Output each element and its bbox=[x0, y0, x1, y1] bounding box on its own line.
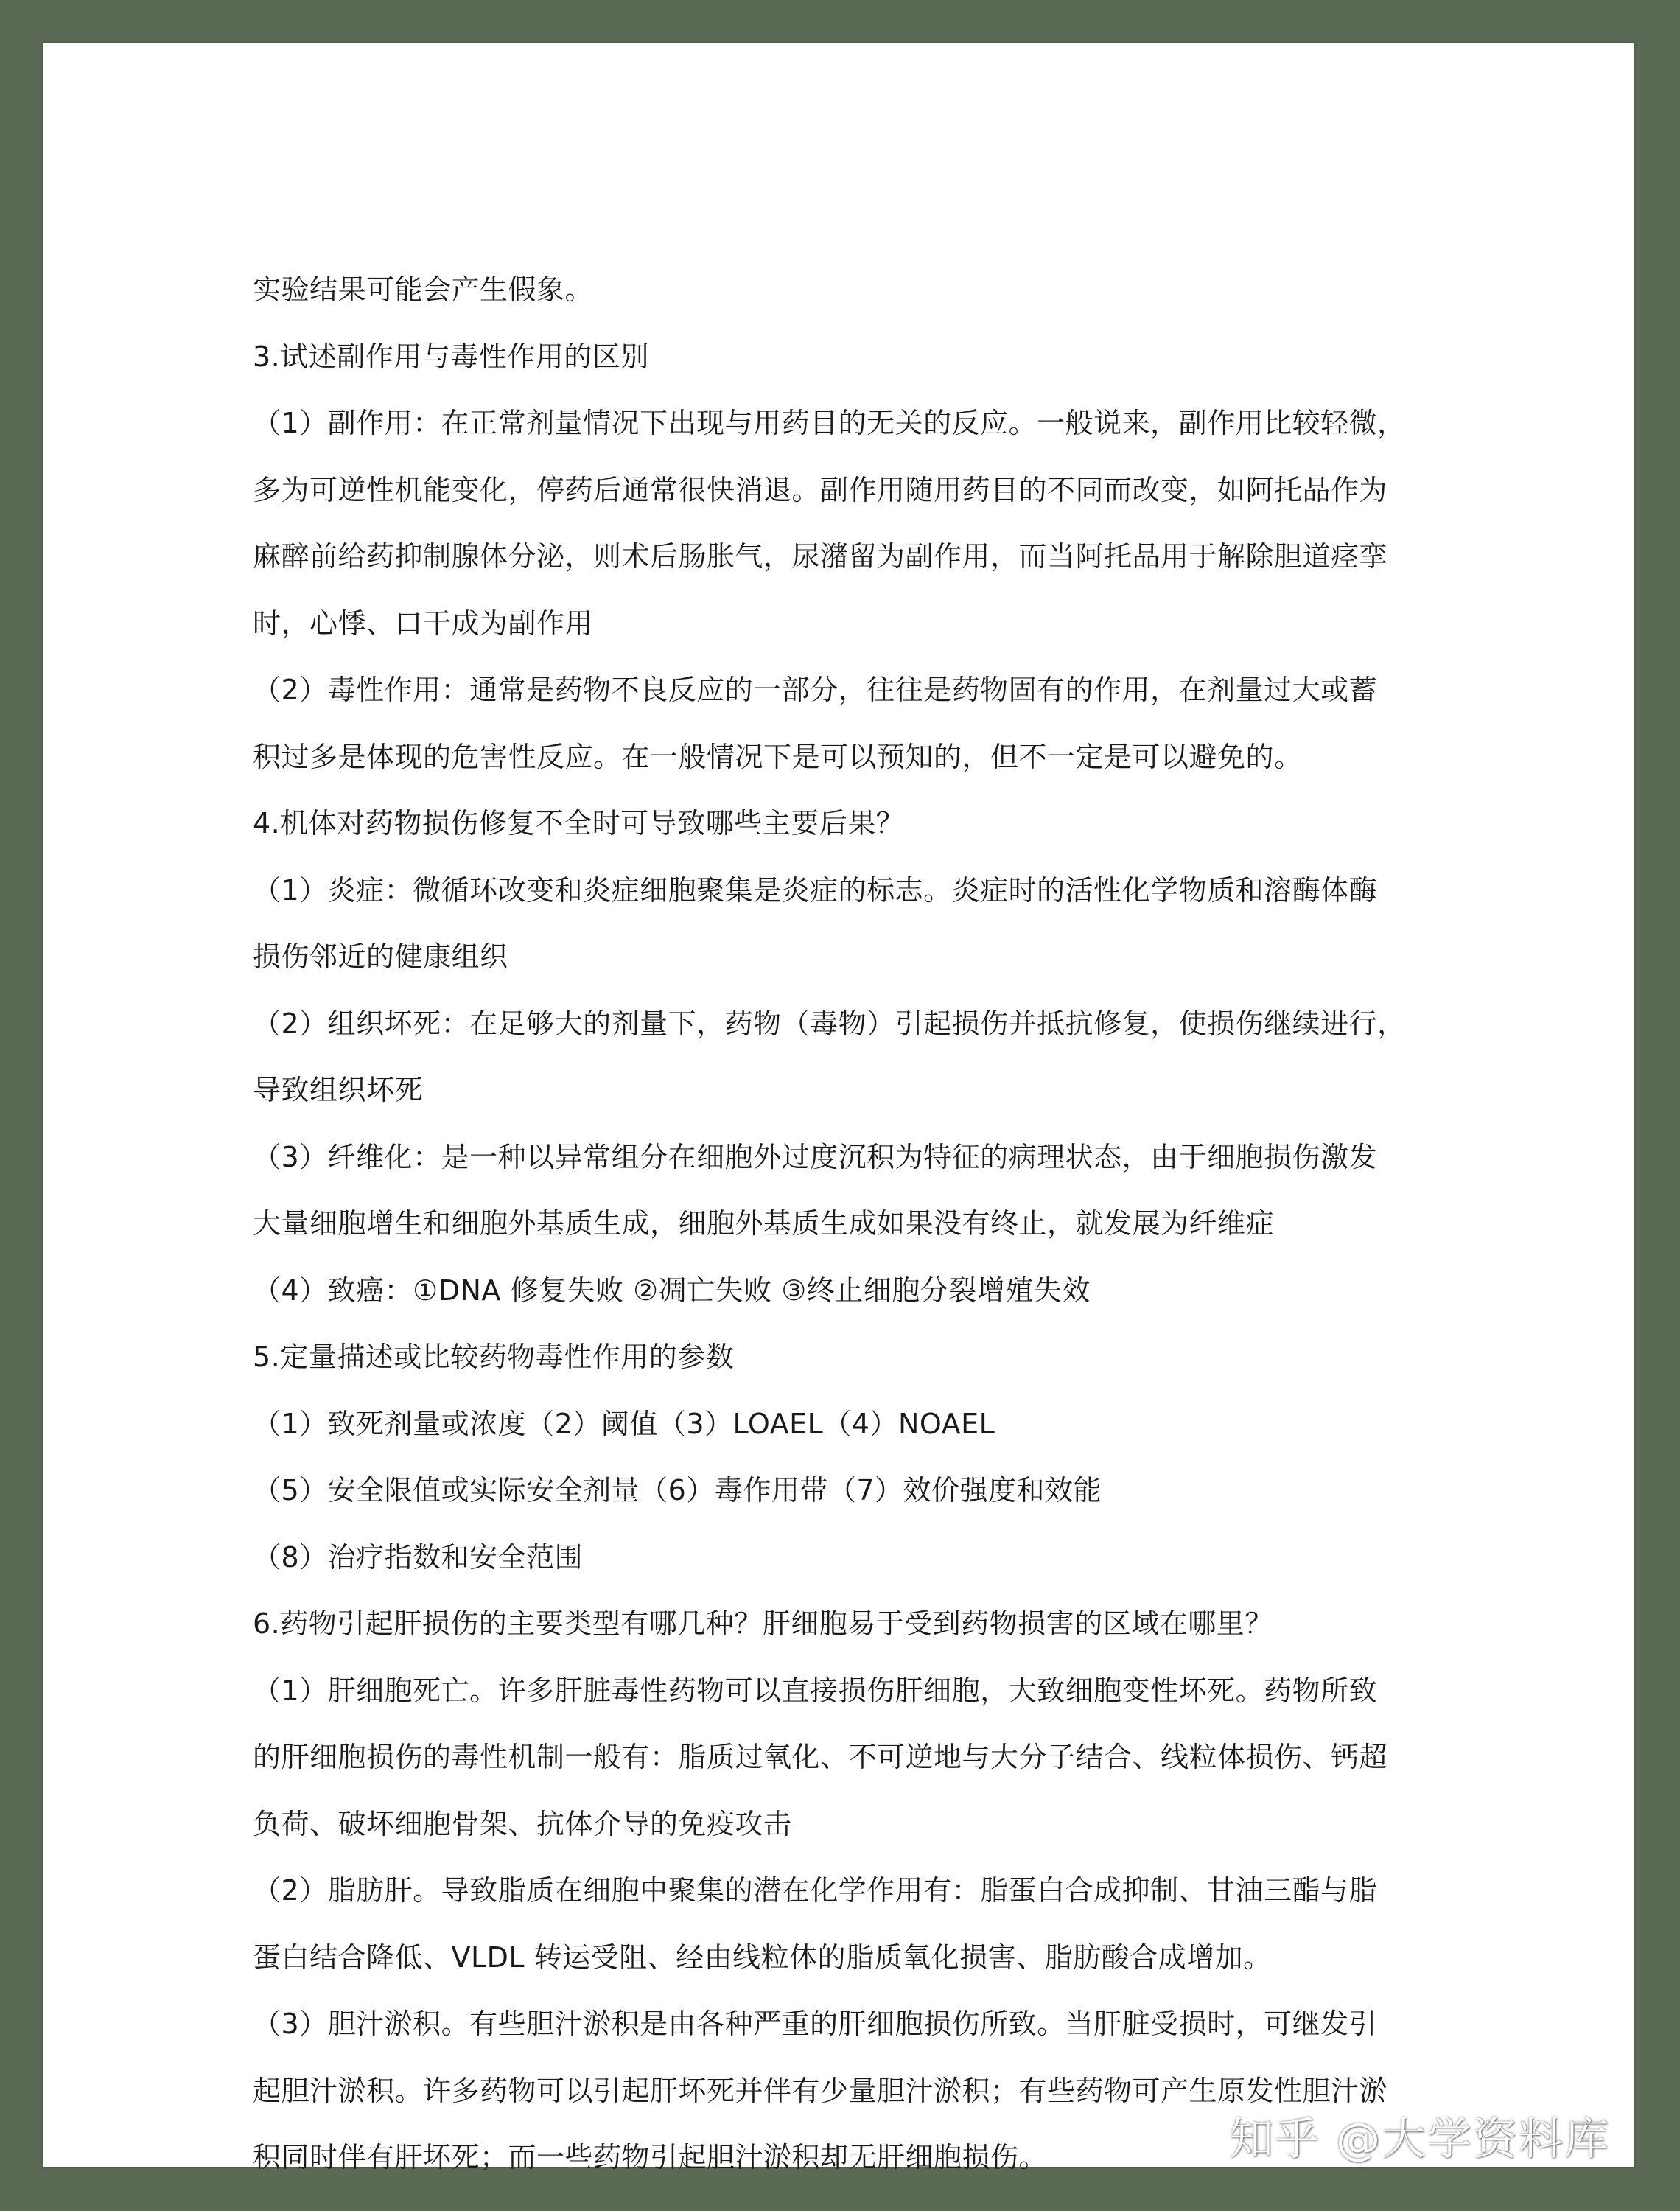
text-line: 实验结果可能会产生假象。 bbox=[253, 273, 594, 306]
text-line: （1）致死剂量或浓度（2）阈值（3）LOAEL（4）NOAEL bbox=[253, 1407, 995, 1440]
question-heading: 5.定量描述或比较药物毒性作用的参数 bbox=[253, 1341, 735, 1373]
question-heading: 3.试述副作用与毒性作用的区别 bbox=[253, 340, 649, 373]
text-line: （1）炎症：微循环改变和炎症细胞聚集是炎症的标志。炎症时的活性化学物质和溶酶体酶 bbox=[253, 873, 1378, 907]
document-body bbox=[253, 256, 1476, 2191]
text-line: 起胆汁淤积。许多药物可以引起肝坏死并伴有少量胆汁淤积；有些药物可产生原发性胆汁淤 bbox=[253, 2074, 1388, 2107]
text-line: 时，心悸、口干成为副作用 bbox=[253, 607, 594, 640]
text-line: （2）组织坏死：在足够大的剂量下，药物（毒物）引起损伤并抵抗修复，使损伤继续进行， bbox=[253, 1007, 1406, 1040]
text-line: （8）治疗指数和安全范围 bbox=[253, 1540, 584, 1573]
text-line: （3）胆汁淤积。有些胆汁淤积是由各种严重的肝细胞损伤所致。当肝脏受损时，可继发引 bbox=[253, 2008, 1378, 2040]
watermark-text: 知乎 @大学资料库 bbox=[1229, 2114, 1611, 2165]
text-line: （2）脂肪肝。导致脂质在细胞中聚集的潜在化学作用有：脂蛋白合成抑制、甘油三酯与脂 bbox=[253, 1874, 1378, 1907]
text-line: 的肝细胞损伤的毒性机制一般有：脂质过氧化、不可逆地与大分子结合、线粒体损伤、钙超 bbox=[253, 1741, 1388, 1773]
text-line: 导致组织坏死 bbox=[253, 1074, 424, 1106]
question-heading: 6.药物引起肝损伤的主要类型有哪几种？肝细胞易于受到药物损害的区域在哪里？ bbox=[253, 1607, 1273, 1640]
text-line: 蛋白结合降低、VLDL 转运受阻、经由线粒体的脂质氧化损害、脂肪酸合成增加。 bbox=[253, 1941, 1272, 1974]
text-line: （2）毒性作用：通常是药物不良反应的一部分，往往是药物固有的作用，在剂量过大或蓄 bbox=[253, 674, 1378, 706]
text-line: 大量细胞增生和细胞外基质生成，细胞外基质生成如果没有终止，就发展为纤维症 bbox=[253, 1207, 1275, 1240]
text-line: （1）副作用：在正常剂量情况下出现与用药目的无关的反应。一般说来，副作用比较轻微， bbox=[253, 407, 1406, 439]
question-heading: 4.机体对药物损伤修复不全时可导致哪些主要后果？ bbox=[253, 807, 905, 839]
document-page bbox=[43, 43, 1634, 2173]
text-line: 损伤邻近的健康组织 bbox=[253, 940, 508, 973]
text-line: 积过多是体现的危害性反应。在一般情况下是可以预知的，但不一定是可以避免的。 bbox=[253, 740, 1303, 773]
text-line: 麻醉前给药抑制腺体分泌，则术后肠胀气，尿潴留为副作用，而当阿托品用于解除胆道痉挛 bbox=[253, 540, 1388, 573]
text-line: 负荷、破坏细胞骨架、抗体介导的免疫攻击 bbox=[253, 1807, 792, 1840]
text-line: （4）致癌：①DNA 修复失败 ②凋亡失败 ③终止细胞分裂增殖失效 bbox=[253, 1274, 1091, 1307]
text-line: 积同时伴有肝坏死；而一些药物引起胆汁淤积却无肝细胞损伤。 bbox=[253, 2141, 1048, 2173]
text-line: 多为可逆性机能变化，停药后通常很快消退。副作用随用药目的不同而改变，如阿托品作为 bbox=[253, 473, 1388, 506]
text-line: （3）纤维化：是一种以异常组分在细胞外过度沉积为特征的病理状态，由于细胞损伤激发 bbox=[253, 1140, 1378, 1173]
text-line: （5）安全限值或实际安全剂量（6）毒作用带（7）效价强度和效能 bbox=[253, 1474, 1102, 1506]
text-line: （1）肝细胞死亡。许多肝脏毒性药物可以直接损伤肝细胞，大致细胞变性坏死。药物所致 bbox=[253, 1674, 1378, 1707]
